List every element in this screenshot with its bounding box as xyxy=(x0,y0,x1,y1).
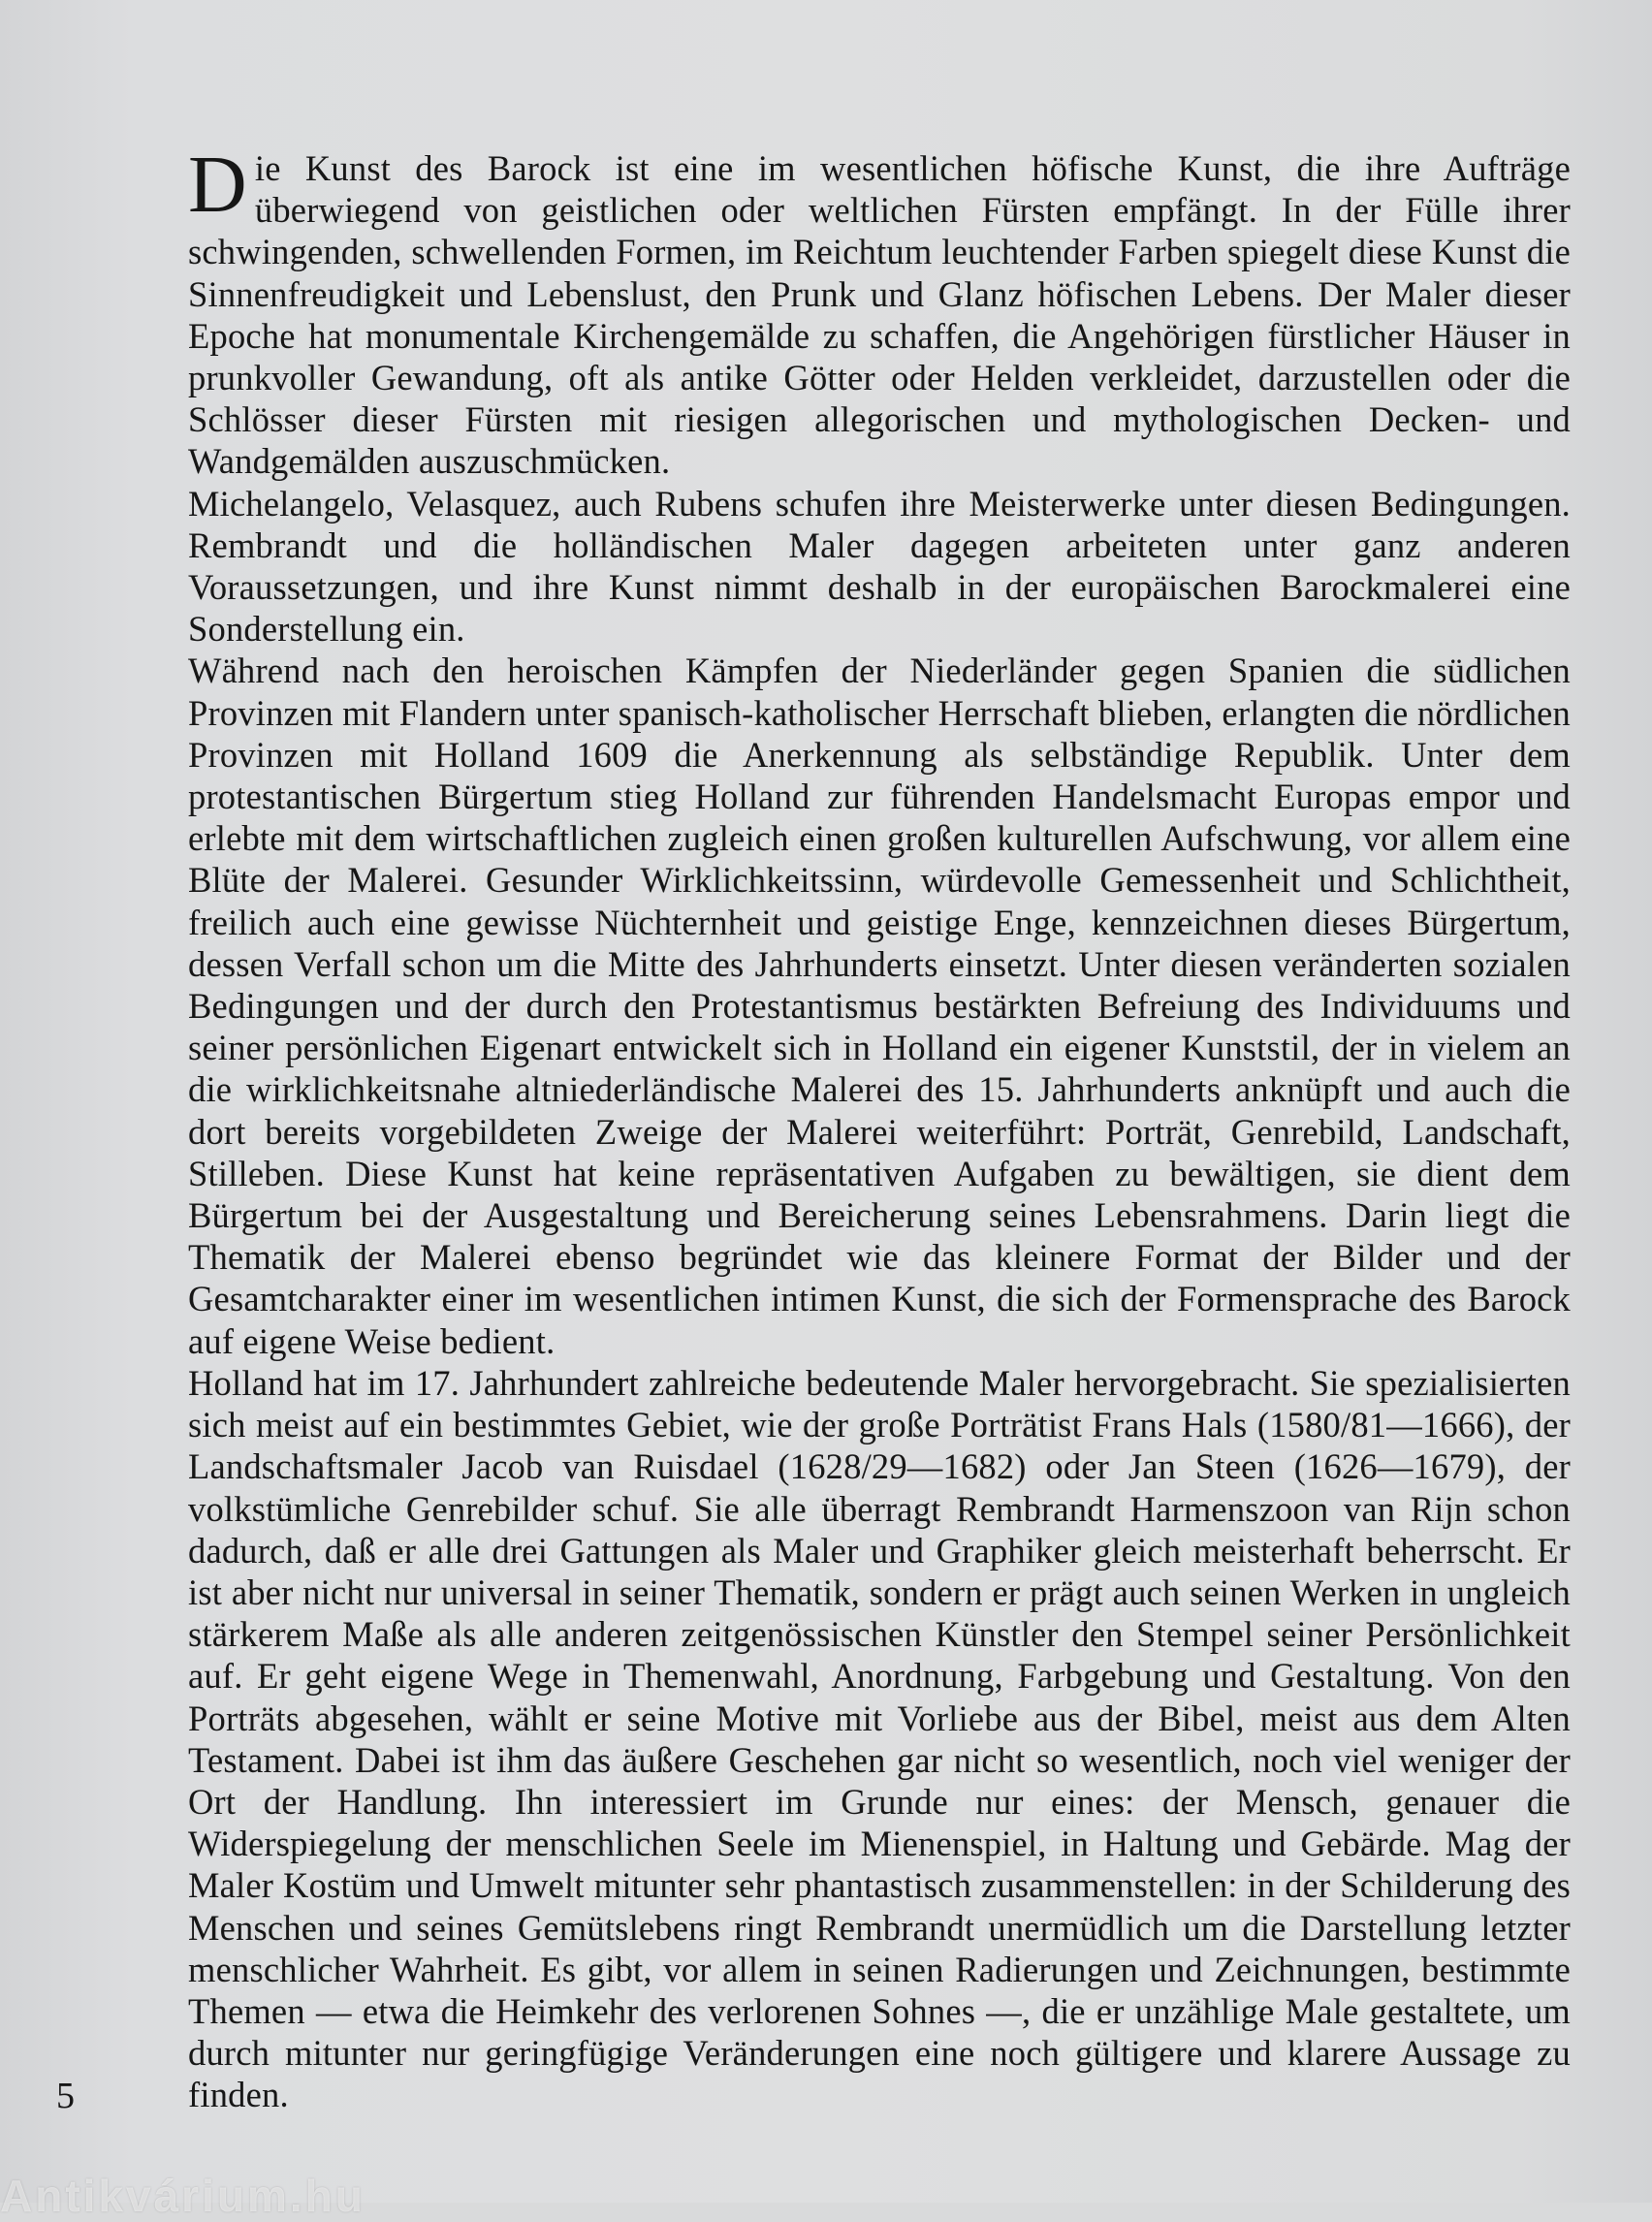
page-number: 5 xyxy=(56,2076,75,2116)
paragraph-4: Holland hat im 17. Jahrhundert zahlreiche bedeutende Maler hervorgebracht. Sie spezialisierten sich meist auf ein bestimmtes Gebiet, wie der große Porträtist Frans Hals (1580/81—1666), der Landschaftsmaler Jacob van Ruisdael (1628/29—1682) oder Jan Steen (1626—1679), der volkstümliche Genrebilder schuf. Sie alle überragt Rembrandt Harmenszoon van Rijn schon dadurch, daß er alle drei Gattungen als Maler und Graphiker gleich meisterhaft beherrscht. Er ist aber nicht nur universal in seiner Thematik, sondern er prägt auch seinen Werken in ungleich stärkerem Maße als alle anderen zeitgenössischen Künstler den Stempel seiner Persönlichkeit auf. Er geht eigene Wege in Themenwahl, Anordnung, Farbgebung und Gestaltung. Von den Porträts abgesehen, wählt er seine Motive mit Vorliebe aus der Bibel, meist aus dem Alten Testament. Dabei ist ihm das äußere Geschehen gar nicht so wesentlich, noch viel weniger der Ort der Handlung. Ihn interessiert im Grunde nur eines: der Mensch, genauer die Widerspiegelung der menschlichen Seele im Mienenspiel, in Haltung und Gebärde. Mag der Maler Kostüm und Umwelt mitunter sehr phantastisch zusammenstellen: in der Schilderung des Menschen und seines Gemütslebens ringt Rembrandt unermüdlich um die Darstellung letzter menschlicher Wahrheit. Es gibt, vor allem in seinen Radierungen und Zeichnungen, bestimmte Themen — etwa die Heimkehr des verlorenen Sohnes —, die er unzählige Male gestaltete, um durch mitunter nur geringfügige Veränderungen eine noch gültigere und klarere Aussage zu finden. xyxy=(188,1362,1571,2115)
paragraph-1-text: ie Kunst des Barock ist eine im wesentlichen höfische Kunst, die ihre Aufträge überwiegend von geistlichen oder weltlichen Fürsten empfängt. In der Fülle ihrer schwingenden, schwellenden Formen, im Reichtum leuchtender Farben spiegelt diese Kunst die Sinnenfreudigkeit und Lebenslust, den Prunk und Glanz höfischen Lebens. Der Maler dieser Epoche hat monumentale Kirchengemälde zu schaffen, die Angehörigen fürstlicher Häuser in prunkvoller Gewandung, oft als antike Götter oder Helden verkleidet, darzustellen oder die Schlösser dieser Fürsten mit riesigen allegorischen und mythologischen Decken- und Wandgemälden auszuschmücken. xyxy=(188,148,1571,482)
article-body xyxy=(188,140,1571,2116)
paragraph-1 xyxy=(188,140,1571,483)
paragraph-2: Michelangelo, Velasquez, auch Rubens schufen ihre Meisterwerke unter diesen Bedingungen. Rembrandt und die holländischen Maler dagegen arbeiteten unter ganz anderen Voraussetzungen, und ihre Kunst nimmt deshalb in der europäischen Barockmalerei eine Sonderstellung ein. xyxy=(188,483,1571,650)
watermark: Antikvárium.hu xyxy=(0,2171,365,2221)
drop-cap: D xyxy=(188,140,247,230)
paragraph-3: Während nach den heroischen Kämpfen der Niederländer gegen Spanien die südlichen Provinzen mit Flandern unter spanisch-katholischer Herrschaft blieben, erlangten die nördlichen Provinzen mit Holland 1609 die Anerkennung als selbständige Republik. Unter dem protestantischen Bürgertum stieg Holland zur führenden Handelsmacht Europas empor und erlebte mit dem wirtschaftlichen zugleich einen großen kulturellen Aufschwung, vor allem eine Blüte der Malerei. Gesunder Wirklichkeitssinn, würdevolle Gemessenheit und Schlichtheit, freilich auch eine gewisse Nüchternheit und geistige Enge, kennzeichnen dieses Bürgertum, dessen Verfall schon um die Mitte des Jahrhunderts einsetzt. Unter diesen veränderten sozialen Bedingungen und der durch den Protestantismus bestärkten Befreiung des Individuums und seiner persönlichen Eigenart entwickelt sich in Holland ein eigener Kunststil, der in vielem an die wirklichkeitsnahe altniederländische Malerei des 15. Jahrhunderts anknüpft und auch die dort bereits vorgebildeten Zweige der Malerei weiterführt: Porträt, Genrebild, Landschaft, Stilleben. Diese Kunst hat keine repräsentativen Aufgaben zu bewältigen, sie dient dem Bürgertum bei der Ausgestaltung und Bereicherung seines Lebensrahmens. Darin liegt die Thematik der Malerei ebenso begründet wie das kleinere Format der Bilder und der Gesamtcharakter einer im wesentlichen intimen Kunst, die sich der Formensprache des Barock auf eigene Weise bedient. xyxy=(188,651,1571,1361)
